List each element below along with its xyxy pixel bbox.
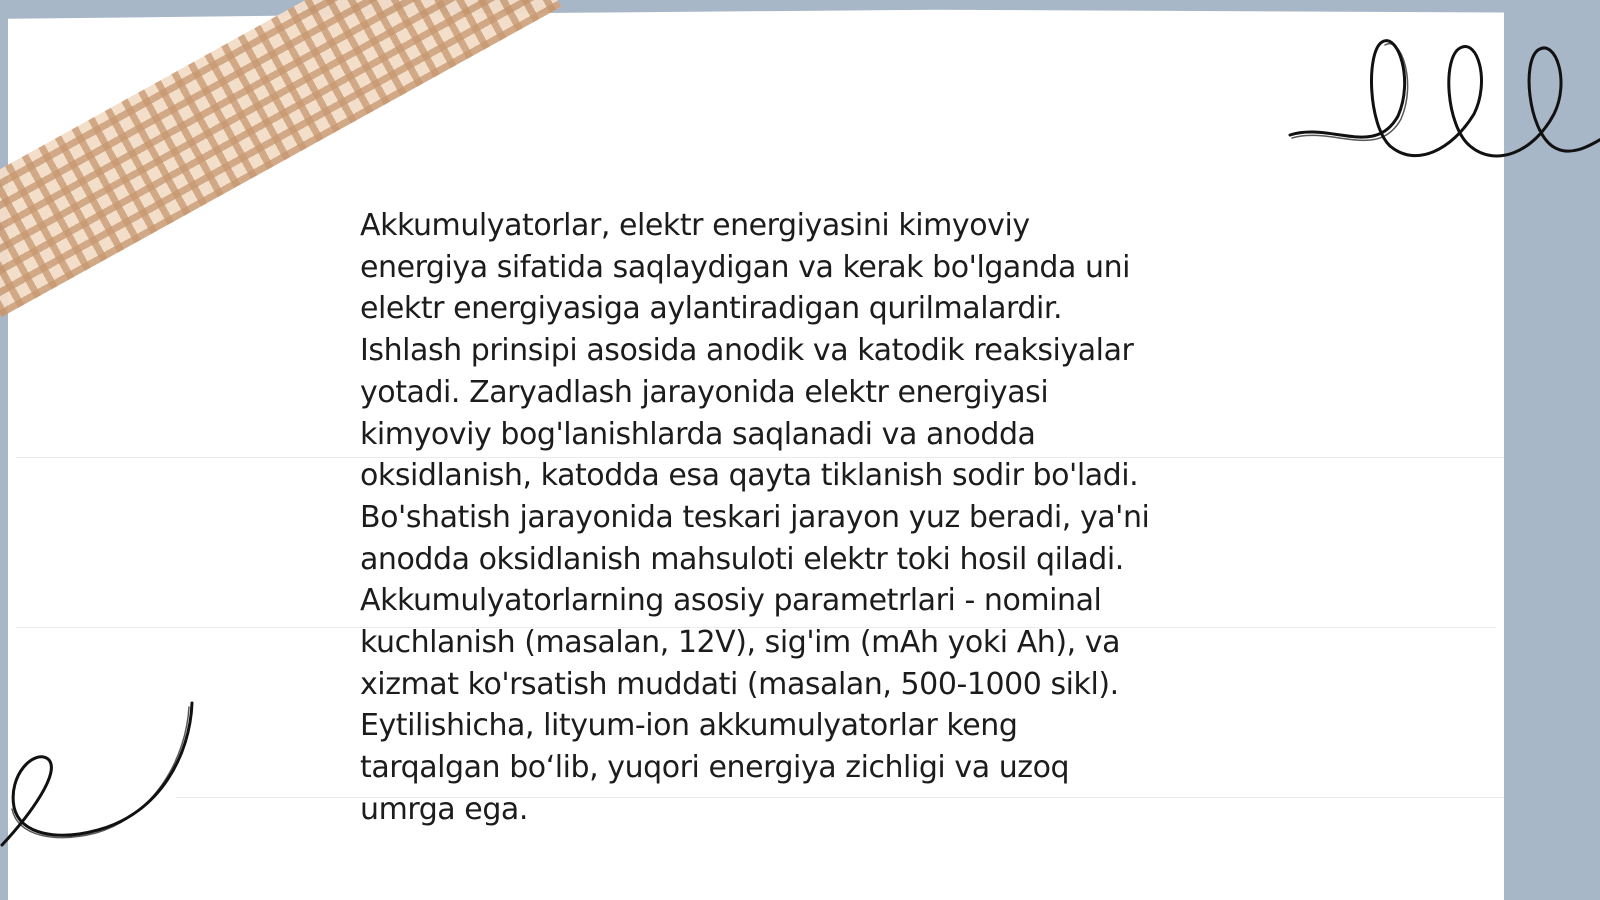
text-line: Eytilishicha, lityum-ion akkumulyatorlar keng bbox=[360, 708, 1018, 744]
text-line: yotadi. Zaryadlash jarayonida elektr energiyasi bbox=[360, 374, 1049, 410]
text-line: Bo'shatish jarayonida teskari jarayon yuz beradi, ya'ni bbox=[360, 499, 1150, 535]
text-line: umrga ega. bbox=[360, 791, 528, 827]
text-line: kimyoviy bog'lanishlarda saqlanadi va anodda bbox=[360, 416, 1036, 452]
text-line: Akkumulyatorlar, elektr energiyasini kimyoviy bbox=[360, 208, 1030, 243]
text-line: anodda oksidlanish mahsuloti elektr toki hosil qiladi. bbox=[360, 541, 1124, 577]
text-line: tarqalgan bo‘lib, yuqori energiya zichligi va uzoq bbox=[360, 750, 1070, 786]
body-text bbox=[360, 205, 1240, 831]
loop-scribble-top-right bbox=[1290, 30, 1600, 170]
text-line: xizmat ko'rsatish muddati (masalan, 500-1000 sikl). bbox=[360, 666, 1119, 702]
text-line: elektr energiyasiga aylantiradigan qurilmalardir. bbox=[360, 291, 1063, 327]
text-line: Akkumulyatorlarning asosiy parametrlari - nominal bbox=[360, 583, 1102, 619]
text-line: oksidlanish, katodda esa qayta tiklanish sodir bo'ladi. bbox=[360, 458, 1139, 494]
text-line: kuchlanish (masalan, 12V), sig'im (mAh yoki Ah), va bbox=[360, 625, 1121, 661]
text-line: energiya sifatida saqlaydigan va kerak bo'lganda uni bbox=[360, 249, 1131, 285]
loop-scribble-bottom-left bbox=[0, 695, 200, 855]
text-line: Ishlash prinsipi asosida anodik va katodik reaksiyalar bbox=[360, 333, 1134, 369]
